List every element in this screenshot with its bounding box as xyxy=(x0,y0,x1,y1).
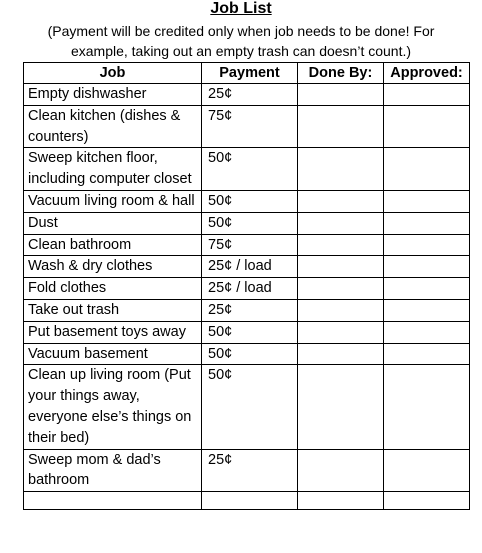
done-by-cell xyxy=(298,148,384,191)
done-by-cell xyxy=(298,105,384,148)
column-header-job: Job xyxy=(24,63,202,84)
approved-cell xyxy=(384,234,470,256)
done-by-cell xyxy=(298,299,384,321)
table-row xyxy=(24,212,470,234)
approved-cell xyxy=(384,299,470,321)
payment-cell: 25¢ xyxy=(202,84,298,106)
job-cell: Vacuum living room & hall xyxy=(24,190,202,212)
approved-cell xyxy=(384,148,470,191)
approved-cell xyxy=(384,105,470,148)
job-cell: Vacuum basement xyxy=(24,343,202,365)
approved-cell xyxy=(384,190,470,212)
approved-cell xyxy=(384,212,470,234)
job-cell: Fold clothes xyxy=(24,278,202,300)
done-by-cell xyxy=(298,256,384,278)
table-row xyxy=(24,148,470,191)
job-table xyxy=(23,62,470,510)
job-cell xyxy=(24,492,202,510)
approved-cell xyxy=(384,449,470,492)
table-row xyxy=(24,105,470,148)
table-row xyxy=(24,256,470,278)
job-cell: Wash & dry clothes xyxy=(24,256,202,278)
done-by-cell xyxy=(298,278,384,300)
approved-cell xyxy=(384,278,470,300)
done-by-cell xyxy=(298,449,384,492)
page-title: Job List xyxy=(210,0,272,17)
approved-cell xyxy=(384,321,470,343)
table-row xyxy=(24,321,470,343)
payment-cell: 50¢ xyxy=(202,212,298,234)
table-row xyxy=(24,365,470,449)
done-by-cell xyxy=(298,190,384,212)
table-row xyxy=(24,84,470,106)
job-cell: Clean up living room (Put your things away, everyone else’s things on their bed) xyxy=(24,365,202,449)
column-header-done-by: Done By: xyxy=(298,63,384,84)
job-cell: Empty dishwasher xyxy=(24,84,202,106)
done-by-cell xyxy=(298,343,384,365)
payment-cell: 50¢ xyxy=(202,190,298,212)
approved-cell xyxy=(384,84,470,106)
payment-cell: 50¢ xyxy=(202,343,298,365)
column-header-approved: Approved: xyxy=(384,63,470,84)
job-cell: Sweep kitchen floor, including computer closet xyxy=(24,148,202,191)
job-cell: Put basement toys away xyxy=(24,321,202,343)
table-row xyxy=(24,190,470,212)
payment-cell: 75¢ xyxy=(202,105,298,148)
job-table-body xyxy=(24,84,470,510)
table-row xyxy=(24,449,470,492)
approved-cell xyxy=(384,343,470,365)
table-row xyxy=(24,278,470,300)
payment-cell: 50¢ xyxy=(202,321,298,343)
job-cell: Take out trash xyxy=(24,299,202,321)
approved-cell xyxy=(384,256,470,278)
payment-cell: 50¢ xyxy=(202,365,298,449)
table-row xyxy=(24,299,470,321)
done-by-cell xyxy=(298,84,384,106)
payment-cell xyxy=(202,492,298,510)
job-cell: Clean bathroom xyxy=(24,234,202,256)
job-cell: Clean kitchen (dishes & counters) xyxy=(24,105,202,148)
done-by-cell xyxy=(298,234,384,256)
done-by-cell xyxy=(298,365,384,449)
approved-cell xyxy=(384,492,470,510)
table-row xyxy=(24,492,470,510)
payment-cell: 25¢ xyxy=(202,299,298,321)
column-header-payment: Payment xyxy=(202,63,298,84)
job-cell: Dust xyxy=(24,212,202,234)
payment-cell: 25¢ xyxy=(202,449,298,492)
done-by-cell xyxy=(298,212,384,234)
payment-cell: 25¢ / load xyxy=(202,256,298,278)
payment-cell: 50¢ xyxy=(202,148,298,191)
approved-cell xyxy=(384,365,470,449)
payment-note: (Payment will be credited only when job needs to be done! For example, taking out an empty trash can doesn’t count.) xyxy=(47,23,435,59)
table-row xyxy=(24,234,470,256)
payment-cell: 75¢ xyxy=(202,234,298,256)
table-header-row xyxy=(24,63,470,84)
job-cell: Sweep mom & dad’s bathroom xyxy=(24,449,202,492)
table-row xyxy=(24,343,470,365)
done-by-cell xyxy=(298,492,384,510)
done-by-cell xyxy=(298,321,384,343)
payment-cell: 25¢ / load xyxy=(202,278,298,300)
